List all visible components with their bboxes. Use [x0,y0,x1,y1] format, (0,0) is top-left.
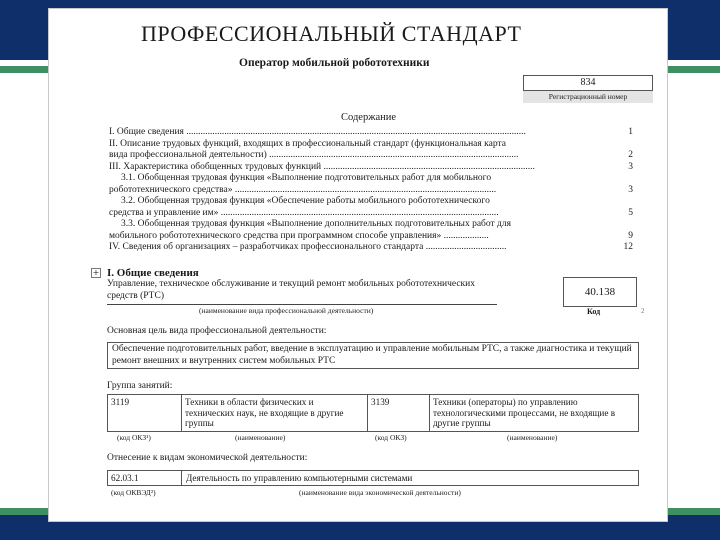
code-caption: Код [587,307,601,316]
table-cell: 62.03.1 [108,471,182,485]
table-cell: Техники (операторы) по управлению технологическими процессами, не входящие в другие группы [433,397,616,428]
table-caption: (код ОКВЭД²) [111,488,156,497]
toc-entry[interactable]: 3.1. Обобщенная трудовая функция «Выполнение подготовительных работ для мобильного [121,173,492,183]
section-title: I. Общие сведения [107,267,199,279]
slide-accent-bar [0,508,48,515]
document-page [48,8,668,522]
table-cell: Деятельность по управлению компьютерными системами [186,473,413,483]
toc-entry[interactable]: I. Общие сведения ............................................................................................................................................... 1 [109,127,633,137]
activity-name: Управление, техническое обслуживание и текущий ремонт мобильных робототехнических средств (РТС) [107,279,476,301]
activity-caption: (наименование вида профессиональной деятельности) [199,306,374,315]
economic-activity-table [107,470,639,486]
toc-entry[interactable]: III. Характеристика обобщенных трудовых функций ......................................................................................... 3 [109,161,633,172]
toc-entry[interactable]: 3.2. Обобщенная трудовая функция «Обеспечение работы мобильного робототехнического [121,196,490,206]
registration-number-caption: Регистрационный номер [523,91,653,103]
footnote-mark: 2 [641,307,645,315]
occupation-group-table [107,394,639,432]
table-caption: (код ОКЗ¹) [117,433,151,442]
registration-number-box: 834 [523,75,653,91]
economic-activity-label: Отнесение к видам экономической деятельности: [107,453,308,463]
purpose-label: Основная цель вида профессиональной деятельности: [107,326,327,336]
toc-entry[interactable]: мобильного робототехнического средства при программном способе управления» ................... 9 [109,230,633,241]
underline-divider [107,304,497,305]
table-caption: (наименование вида экономической деятельности) [299,488,461,497]
table-cell: 3119 [108,395,182,431]
table-caption: (наименование) [507,433,558,442]
purpose-box: Обеспечение подготовительных работ, введение в эксплуатацию и управление мобильным РТС, а также диагностика и текущий ремонт внешних и внутренних систем мобильных РТС [107,342,639,369]
slide-accent-bar [668,66,720,73]
occupation-group-label: Группа занятий: [107,381,173,391]
slide-accent-bar [0,66,48,73]
table-cell: Техники в области физических и технических наук, не входящие в другие группы [182,395,368,431]
table-of-contents [109,127,633,254]
toc-heading: Содержание [341,112,397,123]
document-subtitle: Оператор мобильной робототехники [239,57,430,69]
toc-entry[interactable]: IV. Сведения об организациях – разработчиках профессионального стандарта .................................. 12 [109,242,633,252]
slide-accent-bar [668,508,720,515]
toc-entry[interactable]: вида профессиональной деятельности) ......................................................................................................... 2 [109,150,633,160]
activity-code-box: 40.138 [563,277,637,307]
document-title: ПРОФЕССИОНАЛЬНЫЙ СТАНДАРТ [141,21,522,46]
toc-entry[interactable]: II. Описание трудовых функций, входящих в профессиональный стандарт (функциональная карта [109,138,506,149]
table-caption: (наименование) [235,433,286,442]
table-cell: 3139 [368,395,430,431]
expand-plus-icon[interactable]: + [92,268,100,277]
table-caption: (код ОКЗ) [375,433,407,442]
toc-entry[interactable]: средства и управление им» ..................................................................................................................... 5 [109,207,633,218]
toc-entry[interactable]: 3.3. Обобщенная трудовая функция «Выполнение дополнительных подготовительных работ для [121,219,511,229]
toc-entry[interactable]: робототехнического средства» .............................................................................................................. 3 [109,184,633,195]
